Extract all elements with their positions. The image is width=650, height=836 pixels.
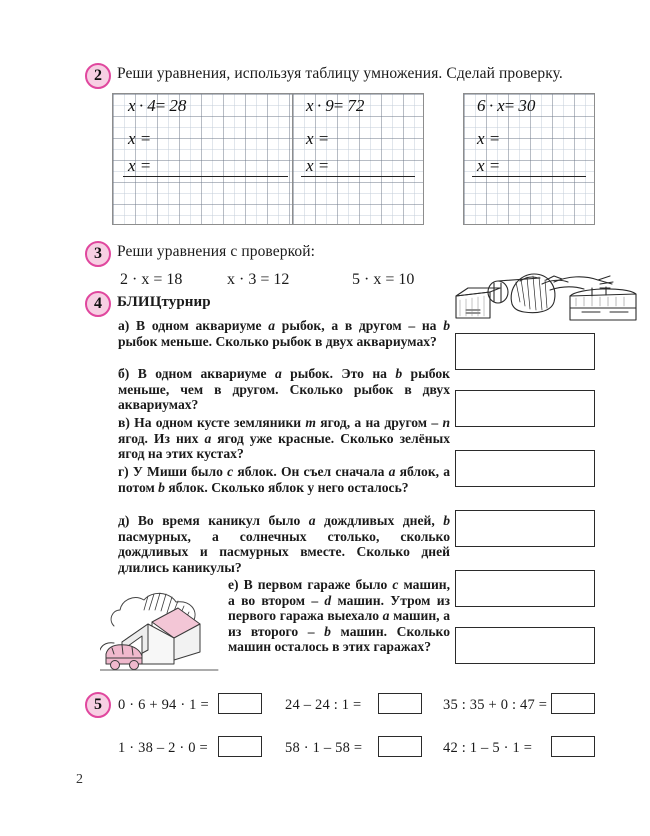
eq3-x: x (497, 96, 505, 115)
luggage-illustration (450, 262, 650, 324)
eq1-op: · (138, 96, 145, 115)
blitz-answer-box-b[interactable] (455, 390, 595, 427)
blitz-item-b: б) В одном аквариуме a рыбок. Это на b рыбок меньше, чем в другом. Сколько рыбок в двух аквариумах? (118, 366, 450, 413)
task-5-answer-box-2[interactable] (378, 693, 422, 714)
task-3-equation-3: 5 · x = 10 (352, 271, 415, 288)
task-badge-3: 3 (85, 241, 111, 267)
eq3-eqsign: = (504, 96, 515, 115)
blitz-item-g-letter: г) (118, 464, 129, 479)
equation-1-answer-rule (123, 176, 288, 177)
blitz-title (117, 294, 211, 311)
eq1-result: 28 (169, 96, 187, 115)
blitz-item-v-letter: в) (118, 415, 130, 430)
eq2-x: x (306, 96, 314, 115)
equation-3-answer-rule (472, 176, 586, 177)
blitz-answer-box-d[interactable] (455, 570, 595, 607)
task-5-expression-1: 0 · 6 + 94 · 1 = (118, 697, 209, 713)
blitz-item-v: в) На одном кусте земляники m ягод, а на другом – n ягод. Из них a ягод уже красные. Сколько зелёных ягод на этих кустах? (118, 415, 450, 462)
blitz-item-e-letter: е) (228, 577, 239, 592)
equation-3-line2: x = (477, 129, 501, 148)
task-badge-4: 4 (85, 291, 111, 317)
eq3-a: 6 (477, 96, 486, 115)
task-badge-2: 2 (85, 63, 111, 89)
equation-1-line2: x = (128, 129, 152, 148)
eq2-result: 72 (347, 96, 365, 115)
task-3-equation-1: 2 · x = 18 (120, 271, 183, 288)
equation-2-line3: x = (306, 156, 330, 175)
eq3-result: 30 (518, 96, 536, 115)
blitz-item-e: е) В первом гараже было c машин, а во втором – d машин. Утром из первого гаража выехало a машин, а из второго – b машин. Сколько машин осталось в этих гаражах? (228, 577, 451, 655)
page-number: 2 (76, 772, 83, 787)
task-2-prompt: Реши уравнения, используя таблицу умножения. Сделай проверку. (117, 65, 563, 82)
task-5-expression-4: 1 · 38 – 2 · 0 = (118, 740, 208, 756)
equation-2-answer-rule (301, 176, 415, 177)
task-5-answer-box-6[interactable] (551, 736, 595, 757)
task-5-expression-2: 24 – 24 : 1 = (285, 697, 362, 713)
blitz-item-b-letter: б) (118, 366, 130, 381)
task-5-answer-box-5[interactable] (378, 736, 422, 757)
equation-3-line1 (477, 97, 535, 114)
eq2-b: 9 (325, 96, 334, 115)
task-3-equation-2: x · 3 = 12 (227, 271, 290, 288)
task-5-expression-5: 58 · 1 – 58 = (285, 740, 363, 756)
blitz-title-caps: БЛИЦ (117, 294, 162, 310)
task-5-answer-box-4[interactable] (218, 736, 262, 757)
blitz-answer-box-g[interactable] (455, 510, 595, 547)
eq2-eqsign: = (333, 96, 344, 115)
task-5-expression-6: 42 : 1 – 5 · 1 = (443, 740, 533, 756)
blitz-item-d: д) Во время каникул было a дождливых дней, b пасмурных, а солнечных столько, сколько дождливых и пасмурных вместе. Сколько дней длились каникулы? (118, 513, 450, 575)
eq1-x: x (128, 96, 136, 115)
blitz-answer-box-a[interactable] (455, 333, 595, 370)
equation-1-line1 (128, 97, 186, 114)
blitz-answer-box-e[interactable] (455, 627, 595, 664)
eq1-b: 4 (147, 96, 156, 115)
eq3-op: · (488, 96, 495, 115)
task-badge-5: 5 (85, 692, 111, 718)
equation-2-line1 (306, 97, 364, 114)
task-5-expression-3: 35 : 35 + 0 : 47 = (443, 697, 548, 713)
task-5-answer-box-3[interactable] (551, 693, 595, 714)
task-5-answer-box-1[interactable] (218, 693, 262, 714)
blitz-answer-box-v[interactable] (455, 450, 595, 487)
task-3-prompt: Реши уравнения с проверкой: (117, 243, 316, 260)
equation-3-line3: x = (477, 156, 501, 175)
blitz-title-rest: турнир (161, 294, 211, 310)
blitz-item-g: г) У Миши было c яблок. Он съел сначала a яблок, а потом b яблок. Сколько яблок у него осталось? (118, 464, 451, 495)
blitz-item-d-letter: д) (118, 513, 130, 528)
eq1-eqsign: = (155, 96, 166, 115)
blitz-item-a-letter: а) (118, 318, 130, 333)
garage-illustration (100, 580, 226, 676)
eq2-op: · (316, 96, 323, 115)
equation-1-line3: x = (128, 156, 152, 175)
equation-2-line2: x = (306, 129, 330, 148)
blitz-item-a: а) В одном аквариуме a рыбок, а в другом – на b рыбок меньше. Сколько рыбок в двух аквариумах? (118, 318, 451, 349)
